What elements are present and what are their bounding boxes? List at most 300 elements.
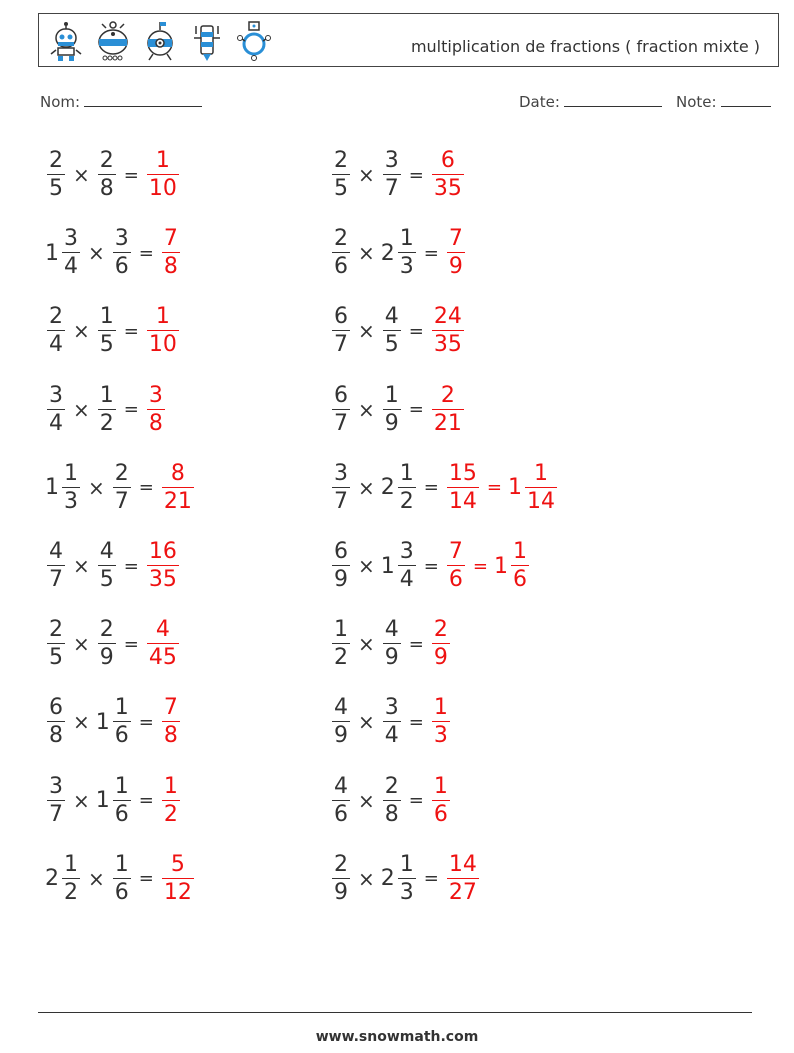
second-factor-numerator: 2 xyxy=(99,148,114,173)
second-factor-fraction xyxy=(98,541,116,591)
first-factor-numerator: 3 xyxy=(64,226,78,252)
first-factor-fraction xyxy=(332,228,350,278)
first-factor-fraction xyxy=(332,150,350,200)
first-factor-denominator: 7 xyxy=(334,410,348,436)
answer xyxy=(430,773,452,827)
answer-numerator: 1 xyxy=(433,695,448,721)
answer-numerator: 2 xyxy=(433,617,448,643)
first-factor-denominator: 3 xyxy=(64,488,78,514)
first-factor-fraction xyxy=(332,382,350,436)
second-factor-numerator: 4 xyxy=(384,617,399,643)
answer-fraction xyxy=(432,697,450,747)
second-factor-term xyxy=(381,773,403,827)
answer xyxy=(145,541,181,591)
second-factor-term xyxy=(111,851,133,905)
second-factor-numerator: 4 xyxy=(99,539,114,564)
answer xyxy=(160,228,182,278)
answer-denominator: 35 xyxy=(433,176,462,201)
second-factor-numerator: 1 xyxy=(399,851,414,877)
first-factor-fraction xyxy=(47,697,65,747)
answer-numerator: 24 xyxy=(433,304,462,330)
first-factor-term xyxy=(330,541,352,591)
answer-numerator: 1 xyxy=(433,773,448,799)
first-factor-fraction xyxy=(47,382,65,436)
second-factor-term xyxy=(381,382,403,436)
equals-sign: = xyxy=(123,399,139,421)
answer-numerator: 3 xyxy=(148,382,163,408)
problem-item xyxy=(330,453,559,523)
first-factor-numerator: 2 xyxy=(334,148,348,173)
first-factor-term xyxy=(45,306,67,356)
answer xyxy=(430,150,466,200)
first-factor-term xyxy=(330,460,352,514)
second-factor-denominator: 5 xyxy=(99,332,114,358)
problem-item xyxy=(330,531,531,601)
times-sign: × xyxy=(358,475,375,500)
answer-denominator: 3 xyxy=(433,723,448,749)
first-factor-denominator: 5 xyxy=(334,176,348,201)
first-factor-fraction xyxy=(332,851,350,905)
second-factor-term xyxy=(96,541,118,591)
second-factor-numerator: 1 xyxy=(399,460,414,486)
second-factor-term xyxy=(96,697,133,747)
answer-denominator: 8 xyxy=(163,723,178,749)
first-factor-denominator: 4 xyxy=(49,332,63,358)
answer-numerator: 7 xyxy=(448,226,463,252)
problem-item xyxy=(330,218,467,288)
answer-denominator: 21 xyxy=(163,488,192,514)
equals-sign: = xyxy=(123,555,139,577)
second-factor-numerator: 2 xyxy=(99,617,114,643)
equals-sign: = xyxy=(123,320,139,342)
second-factor-denominator: 5 xyxy=(384,332,399,358)
second-factor-fraction xyxy=(383,306,401,356)
second-factor-fraction xyxy=(383,382,401,436)
answer-fraction xyxy=(147,382,165,436)
answer-equals-sign: = xyxy=(472,555,488,577)
answer-mixed-whole: 1 xyxy=(493,553,508,579)
answer-numerator: 5 xyxy=(170,851,185,877)
second-factor-term xyxy=(111,228,133,278)
equals-sign: = xyxy=(138,477,154,499)
second-factor-term xyxy=(381,619,403,669)
times-sign: × xyxy=(73,632,90,657)
second-factor-fraction xyxy=(98,382,116,436)
answer-fraction xyxy=(432,382,464,436)
answer-fraction xyxy=(447,460,479,514)
answer-term xyxy=(160,851,196,905)
first-factor-term xyxy=(45,541,67,591)
first-factor-numerator: 6 xyxy=(334,539,348,564)
answer-fraction xyxy=(432,773,450,827)
second-factor-denominator: 8 xyxy=(384,801,399,827)
second-factor-fraction xyxy=(113,851,131,905)
second-factor-numerator: 4 xyxy=(384,304,399,330)
answer-numerator: 7 xyxy=(163,226,178,252)
problem-item xyxy=(45,140,181,210)
answer-fraction xyxy=(147,619,179,669)
answer xyxy=(430,306,466,356)
second-factor-numerator: 3 xyxy=(384,695,399,721)
times-sign: × xyxy=(358,319,375,344)
second-factor-fraction xyxy=(398,851,416,905)
times-sign: × xyxy=(358,788,375,813)
second-factor-term xyxy=(96,306,118,356)
first-factor-numerator: 6 xyxy=(334,304,348,330)
first-factor-numerator: 4 xyxy=(49,539,63,564)
answer xyxy=(445,228,467,278)
second-factor-fraction xyxy=(113,228,131,278)
answer-fraction xyxy=(447,541,465,591)
first-factor-term xyxy=(330,150,352,200)
second-factor-term xyxy=(381,306,403,356)
answer-denominator: 8 xyxy=(163,254,178,280)
second-factor-fraction xyxy=(398,460,416,514)
problem-item xyxy=(330,766,452,836)
equals-sign: = xyxy=(408,711,424,733)
first-factor-numerator: 3 xyxy=(49,773,63,799)
second-factor-denominator: 7 xyxy=(384,176,399,201)
answer xyxy=(430,619,452,669)
second-factor-term xyxy=(381,697,403,747)
first-factor-term xyxy=(330,773,352,827)
answer-denominator: 6 xyxy=(433,801,448,827)
answer xyxy=(445,851,481,905)
second-factor-numerator: 1 xyxy=(114,851,129,877)
second-factor-term xyxy=(381,228,418,278)
second-factor-denominator: 9 xyxy=(384,410,399,436)
answer-term xyxy=(145,619,181,669)
second-factor-term xyxy=(380,460,418,514)
answer-denominator: 14 xyxy=(448,488,477,514)
second-factor-fraction xyxy=(398,228,416,278)
times-sign: × xyxy=(358,241,375,266)
first-factor-denominator: 7 xyxy=(49,567,63,592)
second-factor-fraction xyxy=(383,773,401,827)
answer-term xyxy=(430,697,452,747)
first-factor-term xyxy=(45,460,82,514)
problem-item xyxy=(45,453,196,523)
second-factor-denominator: 2 xyxy=(399,488,414,514)
second-factor-term xyxy=(95,773,133,827)
first-factor-fraction xyxy=(62,460,80,514)
times-sign: × xyxy=(88,241,105,266)
problem-item xyxy=(330,687,452,757)
answer-term xyxy=(160,460,196,514)
first-factor-term xyxy=(330,851,352,905)
second-factor-fraction xyxy=(383,697,401,747)
second-factor-denominator: 5 xyxy=(99,567,114,592)
answer-fraction xyxy=(432,150,464,200)
answer-fraction xyxy=(447,228,465,278)
answer-fraction xyxy=(162,697,180,747)
equals-sign: = xyxy=(423,555,439,577)
second-factor-whole: 2 xyxy=(380,240,395,266)
times-sign: × xyxy=(73,710,90,735)
first-factor-fraction xyxy=(332,460,350,514)
first-factor-numerator: 2 xyxy=(49,304,63,330)
problem-item xyxy=(330,375,466,445)
note-label: Note: xyxy=(676,93,717,111)
second-factor-numerator: 2 xyxy=(384,773,399,799)
equals-sign: = xyxy=(408,790,424,812)
footer-divider xyxy=(38,1012,752,1013)
first-factor-whole: 1 xyxy=(45,475,59,501)
problem-item xyxy=(45,296,181,366)
second-factor-numerator: 3 xyxy=(114,226,129,252)
answer xyxy=(430,382,466,436)
equals-sign: = xyxy=(138,242,154,264)
footer-url: www.snowmath.com xyxy=(315,1029,479,1045)
answer-equals-sign: = xyxy=(486,477,502,499)
first-factor-numerator: 2 xyxy=(49,148,63,173)
second-factor-denominator: 9 xyxy=(99,645,114,671)
second-factor-whole: 1 xyxy=(95,709,110,735)
second-factor-term xyxy=(381,541,418,591)
first-factor-numerator: 4 xyxy=(334,773,348,799)
answer-fraction xyxy=(432,306,464,356)
problem-item xyxy=(45,531,181,601)
answer-numerator: 1 xyxy=(155,148,170,173)
answer-numerator: 14 xyxy=(448,851,477,877)
first-factor-numerator: 1 xyxy=(64,460,78,486)
answer xyxy=(445,460,559,514)
times-sign: × xyxy=(358,163,375,187)
answer-mixed-numerator: 1 xyxy=(512,539,527,564)
equals-sign: = xyxy=(123,164,139,186)
first-factor-whole: 1 xyxy=(45,240,59,266)
second-factor-numerator: 3 xyxy=(399,539,414,564)
answer-term xyxy=(430,382,466,436)
equals-sign: = xyxy=(408,164,424,186)
first-factor-numerator: 6 xyxy=(49,695,63,721)
first-factor-numerator: 3 xyxy=(49,382,63,408)
first-factor-numerator: 2 xyxy=(334,226,348,252)
answer-fraction xyxy=(147,541,179,591)
second-factor-denominator: 4 xyxy=(399,567,414,592)
problem-item xyxy=(330,609,452,679)
answer-term xyxy=(445,541,467,591)
first-factor-denominator: 7 xyxy=(334,332,348,358)
date-label: Date: xyxy=(519,93,560,111)
answer-term xyxy=(430,619,452,669)
answer-denominator: 6 xyxy=(448,567,463,592)
problem-item xyxy=(45,218,182,288)
first-factor-denominator: 8 xyxy=(49,723,63,749)
first-factor-numerator: 2 xyxy=(49,617,63,643)
answer xyxy=(445,541,531,591)
second-factor-term xyxy=(96,150,118,200)
second-factor-whole: 2 xyxy=(380,866,395,892)
second-factor-whole: 1 xyxy=(380,553,395,579)
first-factor-term xyxy=(330,306,352,356)
times-sign: × xyxy=(358,397,375,422)
first-factor-denominator: 7 xyxy=(49,801,63,827)
times-sign: × xyxy=(358,632,375,657)
second-factor-numerator: 1 xyxy=(114,695,129,721)
first-factor-term xyxy=(330,619,352,669)
answer-term xyxy=(445,228,467,278)
first-factor-term xyxy=(45,382,67,436)
problem-item xyxy=(45,844,196,914)
answer-numerator: 15 xyxy=(448,460,477,486)
answer-denominator: 27 xyxy=(448,879,477,905)
answer xyxy=(145,150,181,200)
answer-denominator: 45 xyxy=(148,645,177,671)
answer-term xyxy=(445,460,481,514)
answer-term xyxy=(145,541,181,591)
answer-numerator: 16 xyxy=(148,539,177,564)
second-factor-fraction xyxy=(98,306,116,356)
second-factor-numerator: 2 xyxy=(114,460,129,486)
answer-fraction xyxy=(147,306,179,356)
first-factor-fraction xyxy=(332,697,350,747)
first-factor-fraction xyxy=(62,851,80,905)
first-factor-term xyxy=(45,773,67,827)
first-factor-denominator: 5 xyxy=(49,645,63,671)
second-factor-denominator: 2 xyxy=(99,410,114,436)
answer-mixed-fraction xyxy=(525,460,557,514)
answer-term xyxy=(145,150,181,200)
answer-fraction xyxy=(162,773,180,827)
problem-item xyxy=(330,844,481,914)
answer xyxy=(160,773,182,827)
second-factor-denominator: 6 xyxy=(114,254,129,280)
second-factor-term xyxy=(96,619,118,669)
problem-item xyxy=(45,375,167,445)
answer-term xyxy=(160,773,182,827)
answer-numerator: 4 xyxy=(155,617,170,643)
first-factor-denominator: 6 xyxy=(334,801,348,827)
times-sign: × xyxy=(358,866,375,891)
second-factor-denominator: 9 xyxy=(384,645,399,671)
second-factor-term xyxy=(111,460,133,514)
answer-term xyxy=(430,306,466,356)
answer-denominator: 9 xyxy=(448,254,463,280)
first-factor-term xyxy=(45,150,67,200)
times-sign: × xyxy=(358,710,375,735)
second-factor-numerator: 1 xyxy=(99,382,114,408)
first-factor-fraction xyxy=(47,541,65,591)
name-label: Nom: xyxy=(40,93,81,111)
first-factor-denominator: 6 xyxy=(334,254,348,280)
second-factor-fraction xyxy=(398,541,416,591)
second-factor-denominator: 6 xyxy=(114,879,129,905)
worksheet-title: multiplication de fractions ( fraction mixte ) xyxy=(410,37,760,56)
times-sign: × xyxy=(88,475,105,500)
answer-term xyxy=(445,851,481,905)
answer-denominator: 10 xyxy=(148,332,177,358)
second-factor-fraction xyxy=(113,697,131,747)
answer xyxy=(145,306,181,356)
first-factor-term xyxy=(330,382,352,436)
problem-item xyxy=(45,687,182,757)
answer-numerator: 1 xyxy=(155,304,170,330)
first-factor-fraction xyxy=(332,619,350,669)
answer-numerator: 6 xyxy=(440,148,455,173)
second-factor-denominator: 6 xyxy=(114,801,129,827)
second-factor-numerator: 1 xyxy=(114,773,129,799)
first-factor-fraction xyxy=(47,773,65,827)
answer-term xyxy=(160,228,182,278)
first-factor-denominator: 4 xyxy=(49,410,63,436)
answer-mixed-whole: 1 xyxy=(507,475,522,501)
answer-denominator: 35 xyxy=(148,567,177,592)
second-factor-whole: 1 xyxy=(95,788,110,814)
answer xyxy=(145,382,167,436)
answer-denominator: 10 xyxy=(148,176,177,201)
answer-denominator: 9 xyxy=(433,645,448,671)
answer-term xyxy=(145,306,181,356)
equals-sign: = xyxy=(408,399,424,421)
times-sign: × xyxy=(73,163,90,187)
answer xyxy=(145,619,181,669)
answer-mixed-fraction xyxy=(511,541,529,591)
second-factor-denominator: 3 xyxy=(399,254,414,280)
answer-denominator: 8 xyxy=(148,410,163,436)
answer-denominator: 35 xyxy=(433,332,462,358)
times-sign: × xyxy=(73,788,90,813)
times-sign: × xyxy=(358,554,375,578)
equals-sign: = xyxy=(423,868,439,890)
equals-sign: = xyxy=(423,242,439,264)
first-factor-fraction xyxy=(332,541,350,591)
times-sign: × xyxy=(73,319,90,344)
answer-mixed-term xyxy=(507,460,559,514)
equals-sign: = xyxy=(408,633,424,655)
first-factor-fraction xyxy=(332,306,350,356)
equals-sign: = xyxy=(123,633,139,655)
answer-term xyxy=(430,773,452,827)
answer-mixed-numerator: 1 xyxy=(533,460,548,486)
first-factor-whole: 2 xyxy=(45,866,59,892)
first-factor-denominator: 9 xyxy=(334,879,348,905)
answer-mixed-term xyxy=(494,541,531,591)
problem-item xyxy=(330,296,466,366)
answer-numerator: 7 xyxy=(163,695,178,721)
first-factor-numerator: 2 xyxy=(334,851,348,877)
first-factor-term xyxy=(45,851,82,905)
first-factor-term xyxy=(330,228,352,278)
times-sign: × xyxy=(88,866,105,891)
second-factor-denominator: 4 xyxy=(384,723,399,749)
second-factor-whole: 2 xyxy=(380,475,395,501)
answer-fraction xyxy=(447,851,479,905)
second-factor-numerator: 3 xyxy=(384,148,399,173)
answer xyxy=(160,851,196,905)
equals-sign: = xyxy=(423,477,439,499)
second-factor-denominator: 8 xyxy=(99,176,114,201)
answer xyxy=(160,697,182,747)
second-factor-denominator: 6 xyxy=(114,723,129,749)
first-factor-numerator: 1 xyxy=(64,851,78,877)
answer-fraction xyxy=(147,150,179,200)
problem-item xyxy=(45,766,182,836)
first-factor-numerator: 1 xyxy=(334,617,348,643)
answer-denominator: 12 xyxy=(163,879,192,905)
first-factor-fraction xyxy=(62,228,80,278)
answer-mixed-denominator: 14 xyxy=(526,488,555,514)
first-factor-fraction xyxy=(332,773,350,827)
answer-numerator: 8 xyxy=(170,460,185,486)
second-factor-fraction xyxy=(383,150,401,200)
first-factor-term xyxy=(330,697,352,747)
first-factor-denominator: 4 xyxy=(64,254,78,280)
first-factor-denominator: 2 xyxy=(64,879,78,905)
first-factor-denominator: 7 xyxy=(334,488,348,514)
first-factor-fraction xyxy=(47,150,65,200)
second-factor-numerator: 1 xyxy=(399,226,414,252)
